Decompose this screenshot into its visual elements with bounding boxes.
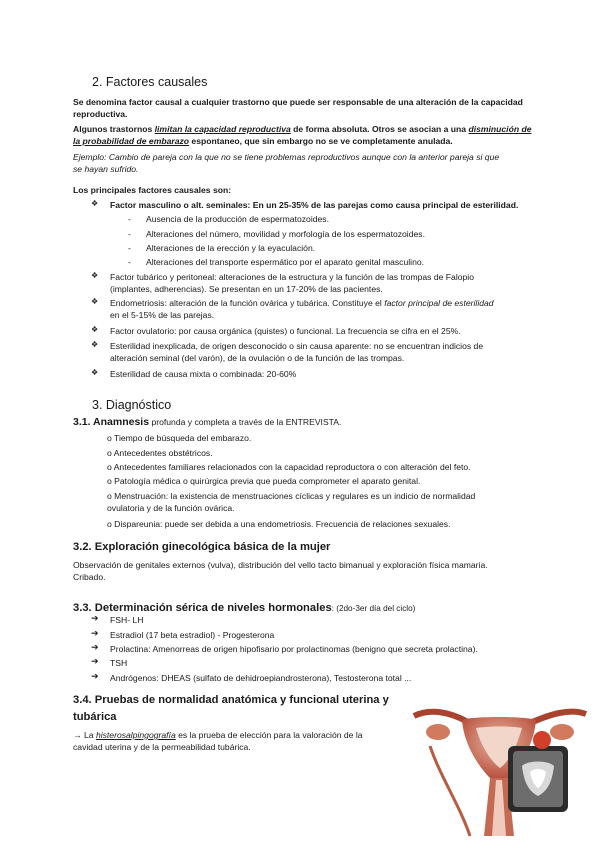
anamnesis-item-3: o Antecedentes familiares relacionados con la capacidad reproductora o con alteración del feto. xyxy=(107,462,471,472)
arrow-bullet-icon: ➔ xyxy=(91,642,99,652)
hormonal-heading: 3.3. Determinación sérica de niveles hormonales: (2do-3er día del ciclo) xyxy=(73,602,416,614)
arrow-bullet-icon: ➔ xyxy=(91,671,99,681)
dash-icon: - xyxy=(128,243,131,253)
dash-icon: - xyxy=(128,214,131,224)
factor-mixta: Esterilidad de causa mixta o combinada: 20-60% xyxy=(110,369,297,379)
hormone-item-1: FSH- LH xyxy=(110,615,144,625)
factor-inexplicada-2: alteración seminal (del varón), de la ovulación o de la función de las trompas. xyxy=(110,353,405,363)
pruebas-line-1: → La histerosalpingografía es la prueba de elección para la valoración de la xyxy=(73,730,363,740)
section-2-title: 2. Factores causales xyxy=(92,75,208,89)
definition-line-2: reproductiva. xyxy=(73,109,128,119)
diamond-bullet-icon: ❖ xyxy=(91,297,99,306)
hormone-item-4: TSH xyxy=(110,658,128,668)
arrow-bullet-icon: ➔ xyxy=(91,628,99,638)
factor-endometriosis-2: en el 5-15% de las parejas. xyxy=(110,310,215,320)
pruebas-line-2: cavidad uterina y de la permeabilidad tubárica. xyxy=(73,742,251,752)
pruebas-heading-1: 3.4. Pruebas de normalidad anatómica y funcional uterina y xyxy=(73,694,389,706)
exploracion-line-2: Cribado. xyxy=(73,572,106,582)
anamnesis-heading: 3.1. Anamnesis profunda y completa a través de la ENTREVISTA. xyxy=(73,416,342,428)
section-3-title: 3. Diagnóstico xyxy=(92,398,172,412)
diamond-bullet-icon: ❖ xyxy=(91,340,99,349)
hormone-item-2: Estradiol (17 beta estradiol) - Progesterona xyxy=(110,630,275,640)
anamnesis-item-6: o Dispareunia: puede ser debida a una endometriosis. Frecuencia de relaciones sexuales. xyxy=(107,519,451,529)
factor-inexplicada-1: Esterilidad inexplicada, de origen desconocido o sin causa aparente: no se encuentran indicios de xyxy=(110,341,484,351)
factors-list-title: Los principales factores causales son: xyxy=(73,185,232,195)
link-limitan: limitan la capacidad reproductiva xyxy=(154,124,291,134)
uterus-illustration xyxy=(410,706,590,842)
sub-item-2: Alteraciones del número, movilidad y morfología de los espermatozoides. xyxy=(146,229,425,239)
arrow-bullet-icon: ➔ xyxy=(91,656,99,666)
anamnesis-item-4: o Patología médica o quirúrgica previa que pueda comprometer el aparato genital. xyxy=(107,476,421,486)
example-line-1: Ejemplo: Cambio de pareja con la que no se tiene problemas reproductivos aunque con la anterior pareja si que xyxy=(73,152,500,162)
pruebas-heading-2: tubárica xyxy=(73,711,117,723)
diamond-bullet-icon: ❖ xyxy=(91,199,99,208)
disorders-line-1: Algunos trastornos limitan la capacidad reproductiva de forma absoluta. Otros se asocian a una disminución de xyxy=(73,124,532,134)
histerosalpingografia-term: histerosalpingografía xyxy=(95,730,176,740)
factor-ovulatorio: Factor ovulatorio: por causa orgánica (quistes) o funcional. La frecuencia se cifra en el 25%. xyxy=(110,326,461,336)
factor-endometriosis-1: Endometriosis: alteración de la función ovárica y tubárica. Constituye el factor principal de esterilidad xyxy=(110,298,494,308)
anamnesis-item-1: o Tiempo de búsqueda del embarazo. xyxy=(107,433,252,443)
exploracion-line-1: Observación de genitales externos (vulva), distribución del vello tacto bimanual y exploración física mamaria. xyxy=(73,560,488,570)
diamond-bullet-icon: ❖ xyxy=(91,325,99,334)
sub-item-4: Alteraciones del transporte espermático por el aparato genital masculino. xyxy=(146,257,425,267)
disorders-line-2: la probabilidad de embarazo espontaneo, que sin embargo no se ve completamente anulada. xyxy=(73,136,453,146)
anamnesis-item-5: o Menstruación: la existencia de menstruaciones cíclicas y regulares es un indicio de normalidad xyxy=(107,491,476,501)
hormone-item-3: Prolactina: Amenorreas de origen hipofisario por prolactinomas (benigno que secreta prolactina). xyxy=(110,644,478,654)
factor-tubarico-1: Factor tubárico y peritoneal: alteraciones de la estructura y la función de las trompas de Falopio xyxy=(110,272,474,282)
definition-line-1: Se denomina factor causal a cualquier trastorno que puede ser responsable de una alteración de la capacidad xyxy=(73,97,523,107)
arrow-bullet-icon: ➔ xyxy=(91,613,99,623)
diamond-bullet-icon: ❖ xyxy=(91,368,99,377)
factor-masculino: Factor masculino o alt. seminales: En un 25-35% de las parejas como causa principal de esterilidad. xyxy=(110,200,519,210)
diamond-bullet-icon: ❖ xyxy=(91,271,99,280)
factor-tubarico-2: (implantes, adherencias). Se presentan en un 17-20% de las pacientes. xyxy=(110,284,383,294)
dash-icon: - xyxy=(128,257,131,267)
anamnesis-item-2: o Antecedentes obstétricos. xyxy=(107,448,213,458)
anamnesis-item-5-cont: ovulatoria y de la función ovárica. xyxy=(107,503,235,513)
exploracion-heading: 3.2. Exploración ginecológica básica de la mujer xyxy=(73,541,331,553)
sub-item-3: Alteraciones de la erección y la eyaculación. xyxy=(146,243,316,253)
link-disminucion-2: la probabilidad de embarazo xyxy=(73,136,190,146)
dash-icon: - xyxy=(128,229,131,239)
example-line-2: se hayan sufrido. xyxy=(73,164,139,174)
hormone-item-5: Andrógenos: DHEAS (sulfato de dehidroepiandrosterona), Testosterona total ... xyxy=(110,673,412,683)
link-disminucion-1: disminución de xyxy=(468,124,532,134)
sub-item-1: Ausencia de la producción de espermatozoides. xyxy=(146,214,329,224)
